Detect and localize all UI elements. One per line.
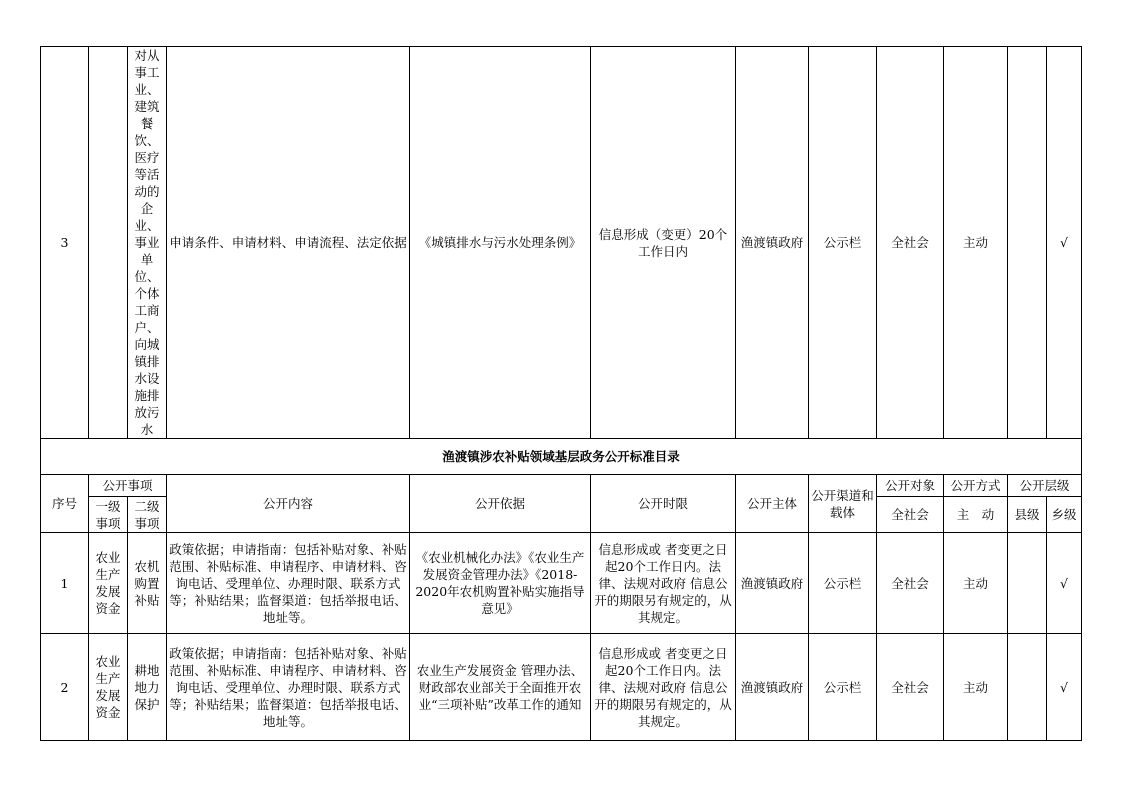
header-township: 乡级 (1047, 497, 1082, 533)
disclosure-method: 主动 (944, 634, 1008, 741)
header-level1: 一级事项 (89, 497, 128, 533)
disclosure-content: 申请条件、申请材料、申请流程、法定依据 (167, 47, 410, 439)
township-level-check: √ (1047, 533, 1082, 634)
level1-item: 农业生产发展资金 (89, 634, 128, 741)
county-level (1008, 47, 1047, 439)
disclosure-channel: 公示栏 (809, 533, 877, 634)
header-subject: 公开主体 (736, 475, 809, 533)
disclosure-channel: 公示栏 (809, 634, 877, 741)
level1-item (89, 47, 128, 439)
disclosure-basis: 《城镇排水与污水处理条例》 (410, 47, 591, 439)
table-row (41, 47, 1082, 439)
header-no: 序号 (41, 475, 89, 533)
township-level-check: √ (1047, 47, 1082, 439)
table-row (41, 634, 1082, 741)
time-limit: 信息形成或 者变更之日起20个工作日内。法律、法规对政府 信息公开的期限另有规定的，从其规定。 (591, 533, 736, 634)
county-level (1008, 533, 1047, 634)
county-level (1008, 634, 1047, 741)
header-county: 县级 (1008, 497, 1047, 533)
level2-item: 对从事工业、建筑餐饮、医疗等活动的企业、事业单位、个体工商户、向城镇排水设施排放污水 (128, 47, 167, 439)
level2-item: 耕地地力保护 (128, 634, 167, 741)
township-level-check: √ (1047, 634, 1082, 741)
header-level2: 二级事项 (128, 497, 167, 533)
time-limit: 信息形成或 者变更之日起20个工作日内。法律、法规对政府 信息公开的期限另有规定的，从其规定。 (591, 634, 736, 741)
disclosure-method: 主动 (944, 47, 1008, 439)
header-content: 公开内容 (167, 475, 410, 533)
header-items: 公开事项 (89, 475, 167, 497)
disclosure-catalog-table (40, 46, 1082, 741)
disclosure-subject: 渔渡镇政府 (736, 533, 809, 634)
row-number: 1 (41, 533, 89, 634)
row-number: 2 (41, 634, 89, 741)
disclosure-content: 政策依据；申请指南：包括补贴对象、补贴范围、补贴标准、申请程序、申请材料、咨询电话、受理单位、办理时限、联系方式等；补贴结果；监督渠道：包括举报电话、地址等。 (167, 634, 410, 741)
header-target: 公开对象 (877, 475, 944, 497)
disclosure-content: 政策依据；申请指南：包括补贴对象、补贴范围、补贴标准、申请程序、申请材料、咨询电话、受理单位、办理时限、联系方式等；补贴结果；监督渠道：包括举报电话、地址等。 (167, 533, 410, 634)
table-row (41, 533, 1082, 634)
header-time-limit: 公开时限 (591, 475, 736, 533)
disclosure-channel: 公示栏 (809, 47, 877, 439)
disclosure-subject: 渔渡镇政府 (736, 47, 809, 439)
disclosure-target: 全社会 (877, 47, 944, 439)
disclosure-target: 全社会 (877, 634, 944, 741)
level1-item: 农业生产发展资金 (89, 533, 128, 634)
row-number: 3 (41, 47, 89, 439)
header-target-all: 全社会 (877, 497, 944, 533)
disclosure-basis: 《农业机械化办法》《农业生产发展资金管理办法》《2018-2020年农机购置补贴实施指导意见》 (410, 533, 591, 634)
table-title: 渔渡镇涉农补贴领域基层政务公开标准目录 (41, 439, 1082, 475)
disclosure-method: 主动 (944, 533, 1008, 634)
level2-item: 农机购置补贴 (128, 533, 167, 634)
header-basis: 公开依据 (410, 475, 591, 533)
header-channel: 公开渠道和载体 (809, 475, 877, 533)
disclosure-basis: 农业生产发展资金 管理办法、财政部农业部关于全面推开农业“三项补贴”改革工作的通知 (410, 634, 591, 741)
disclosure-target: 全社会 (877, 533, 944, 634)
time-limit: 信息形成（变更）20个工作日内 (591, 47, 736, 439)
header-method: 公开方式 (944, 475, 1008, 497)
disclosure-subject: 渔渡镇政府 (736, 634, 809, 741)
header-method-active: 主 动 (944, 497, 1008, 533)
header-level: 公开层级 (1008, 475, 1082, 497)
